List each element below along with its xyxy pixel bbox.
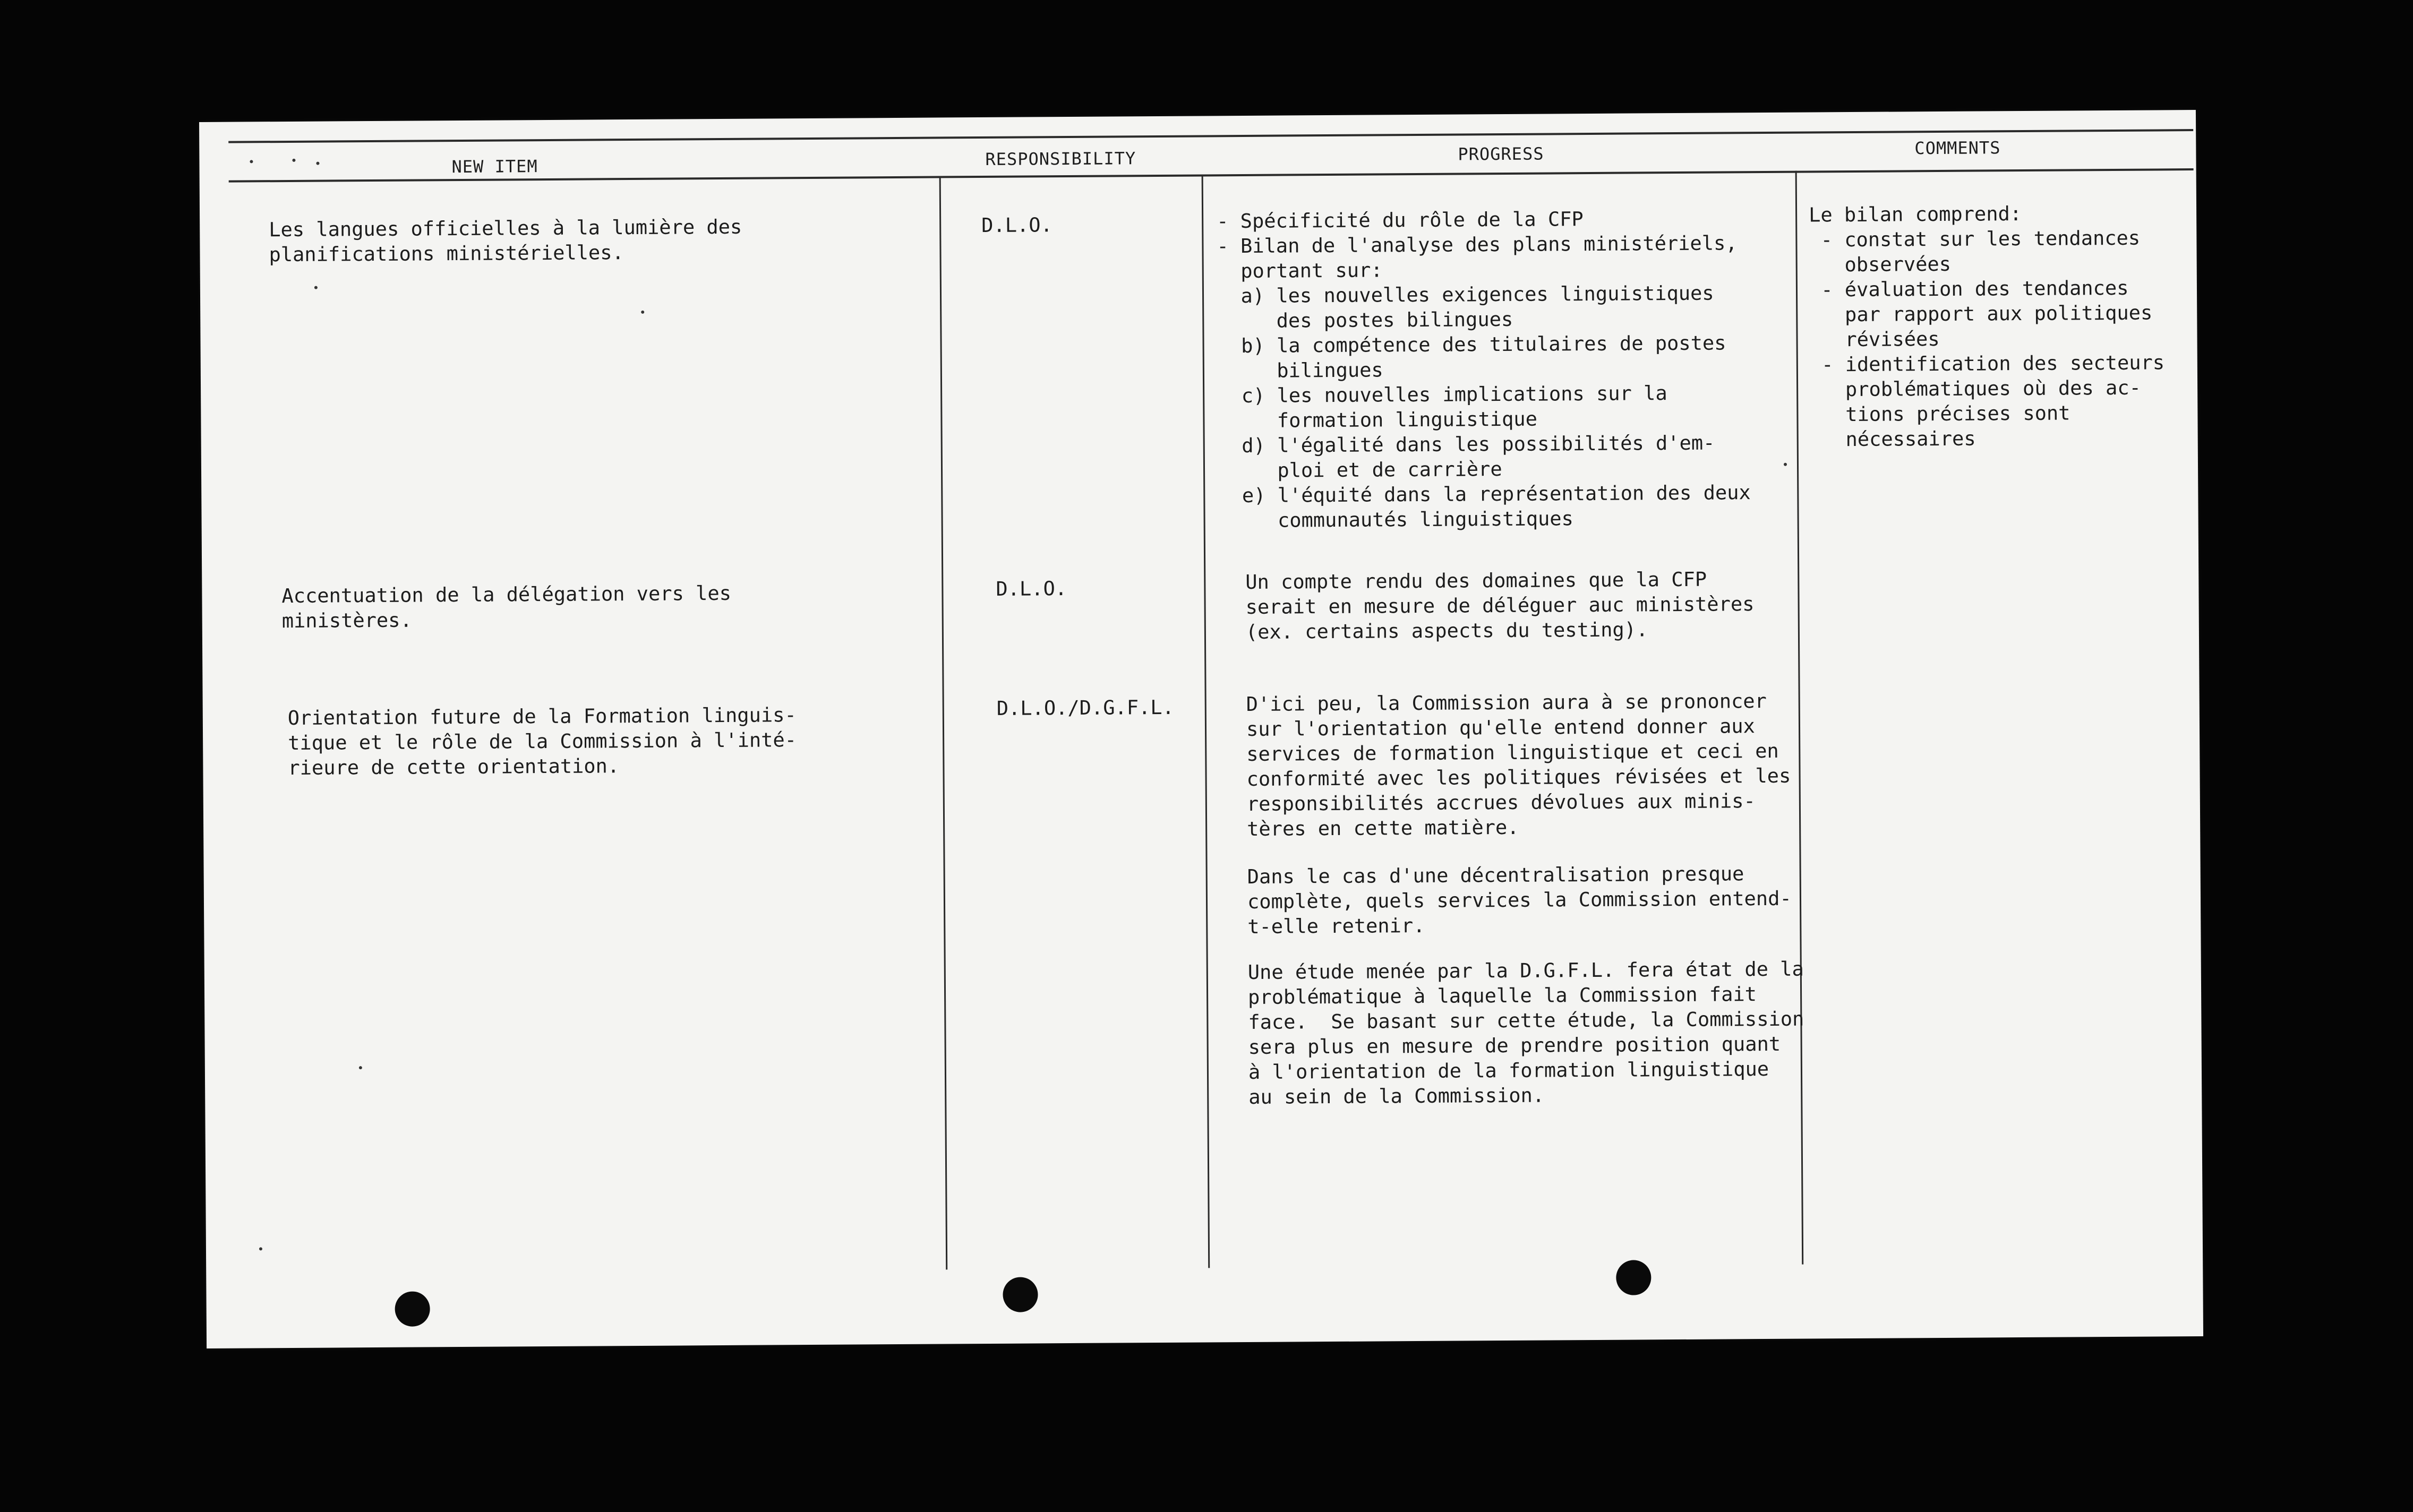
row-2-responsibility: D.L.O. xyxy=(996,577,1067,600)
row-3-responsibility: D.L.O./D.G.F.L. xyxy=(996,695,1175,720)
row-2-new-item: Accentuation de la délégation vers les ministères. xyxy=(281,581,732,633)
speck xyxy=(314,286,318,289)
punch-hole xyxy=(1003,1277,1038,1312)
punch-hole xyxy=(395,1291,430,1326)
row-1-new-item: Les langues officielles à la lumière des planifications ministérielles. xyxy=(269,215,742,267)
header-new-item: NEW ITEM xyxy=(451,156,538,177)
header-speck xyxy=(250,160,253,163)
speck xyxy=(359,1066,362,1069)
header-top-rule xyxy=(228,129,2193,143)
header-comments: COMMENTS xyxy=(1914,138,2001,159)
document-page xyxy=(199,110,2203,1348)
row-1-progress: - Spécificité du rôle de la CFP - Bilan de l'analyse des plans ministériels, portant sur: a) les nouvelles exigences linguistiques des postes bilingues b) la compétence des titulaires de postes bilingues c) les nouvelles implications sur la formation linguistique d) l'égalité dans les possibilités d'em- ploi et de carrière e) l'équité dans la représentation des deux communautés linguistiques xyxy=(1217,208,1751,532)
row-1-comments: Le bilan comprend: - constat sur les tendances observées - évaluation des tendances par rapport aux politiques révisées - identification des secteurs problématiques où des ac- tions précises sont nécessaires xyxy=(1808,202,2165,451)
row-1-responsibility: D.L.O. xyxy=(981,213,1053,237)
speck xyxy=(259,1247,262,1250)
row-3-progress-paragraph-3: Une étude menée par la D.G.F.L. fera état de la problématique à laquelle la Commission fait face. Se basant sur cette étude, la Commission sera plus en mesure de prendre position quant à l'orientation de la formation linguistique au sein de la Commission. xyxy=(1247,957,1804,1109)
header-speck xyxy=(292,159,295,162)
header-speck xyxy=(316,162,319,165)
column-divider xyxy=(939,176,948,1269)
row-2-progress: Un compte rendu des domaines que la CFP serait en mesure de déléguer auc ministères (ex. certains aspects du testing). xyxy=(1245,568,1755,643)
column-divider xyxy=(1202,174,1210,1268)
punch-hole xyxy=(1616,1260,1651,1295)
row-3-new-item: Orientation future de la Formation linguis- tique et le rôle de la Commission à l'inté- rieure de cette orientation. xyxy=(287,703,797,779)
row-3-progress-paragraph-2: Dans le cas d'une décentralisation presque complète, quels services la Commission entend- t-elle retenir. xyxy=(1247,862,1792,938)
header-responsibility: RESPONSIBILITY xyxy=(985,148,1136,169)
row-3-progress-paragraph-1: D'ici peu, la Commission aura à se prononcer sur l'orientation qu'elle entend donner aux services de formation linguistique et ceci en conformité avec les politiques révisées et les responsibilités accrues dévolues aux minis- tères en cette matière. xyxy=(1246,689,1791,840)
speck xyxy=(1784,463,1787,466)
speck xyxy=(641,311,644,314)
header-progress: PROGRESS xyxy=(1458,143,1544,165)
